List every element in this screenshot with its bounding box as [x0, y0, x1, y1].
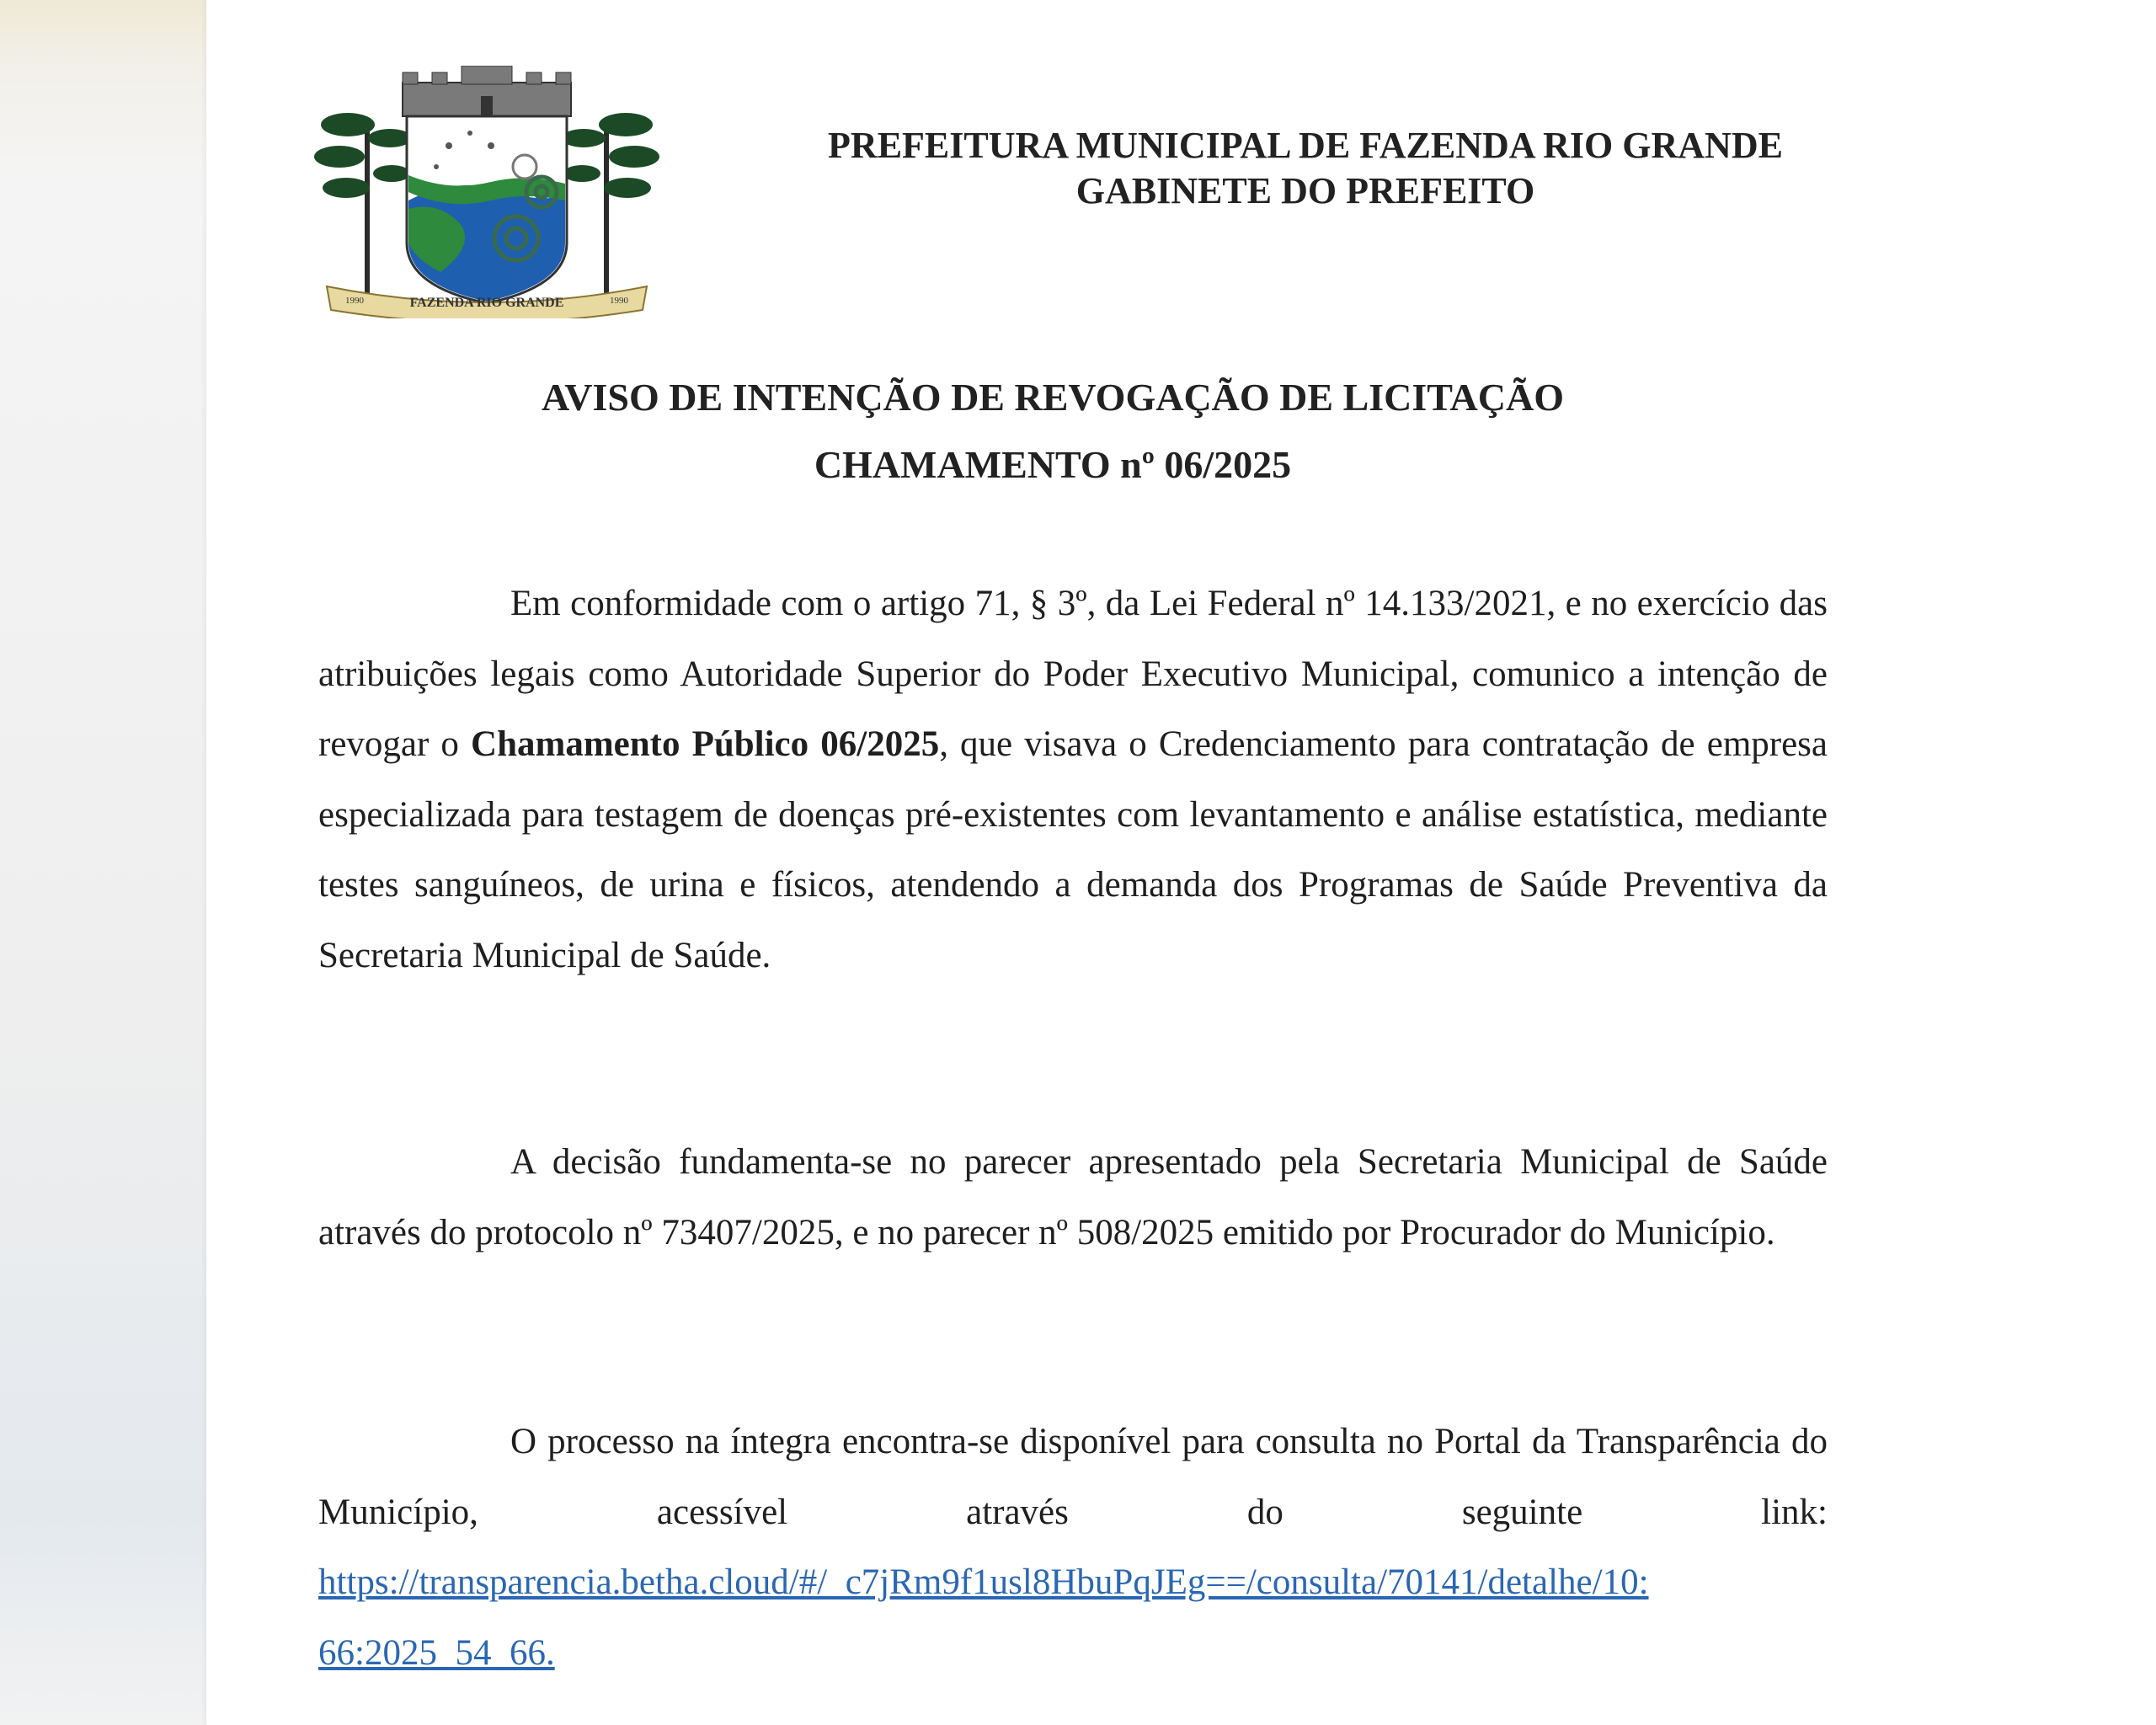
paragraph1-text-end: , que visava o Credenciamento para contratação de empresa especializada para testagem de doenças pré-existentes com levantamento e análise estatística, mediante testes sanguíneos, de urina e físicos, atendendo a demanda dos Programas de Saúde Preventiva da Secretaria Municipal de Saúde.	[318, 724, 1828, 975]
left-tree-icon	[314, 113, 412, 293]
paragraph2-text: A decisão fundamenta-se no parecer apresentado pela Secretaria Municipal de Saúde através do protocolo nº 73407/2025, e no parecer nº 508/2025 emitido por Procurador do Município.	[318, 1142, 1828, 1252]
link-line-1[interactable]: https://transparencia.betha.cloud/#/_c7jRm9f1usl8HbuPqJEg==/consulta/70141/detalhe/10:	[318, 1562, 1649, 1602]
coat-of-arms-icon	[314, 66, 659, 318]
svg-text:1990: 1990	[345, 296, 364, 306]
document-header	[724, 123, 1886, 214]
header-municipality: PREFEITURA MUNICIPAL DE FAZENDA RIO GRANDE	[828, 125, 1783, 166]
paragraph1-bold-reference: Chamamento Público 06/2025	[471, 724, 940, 764]
paragraph-legal-basis	[318, 1127, 1828, 1268]
shield-icon	[407, 116, 567, 303]
right-tree-icon	[562, 113, 659, 293]
paragraph3-text: O processo na íntegra encontra-se disponível para consulta no Portal da Transparência do Município, acessível através do seguinte link:	[318, 1422, 1828, 1532]
paragraph-revocation-notice	[318, 569, 1828, 991]
left-blurred-margin	[0, 0, 206, 1725]
svg-text:FAZENDA RIO GRANDE: FAZENDA RIO GRANDE	[409, 296, 564, 310]
svg-text:1990: 1990	[610, 296, 628, 306]
document-title	[337, 364, 1769, 499]
header-office: GABINETE DO PREFEITO	[1075, 170, 1535, 211]
title-notice: AVISO DE INTENÇÃO DE REVOGAÇÃO DE LICITAÇÃO	[541, 376, 1564, 419]
title-call-number: CHAMAMENTO nº 06/2025	[814, 443, 1292, 486]
transparency-portal-link[interactable]	[318, 1547, 1851, 1688]
castle-crown-icon	[403, 66, 571, 116]
paragraph1-text-start: Em conformidade com o artigo 71, § 3º, da Lei Federal nº 14.133/2021, e no exercício das atribuições legais como Autoridade Superior do Poder Executivo Municipal, comunico a intenção de revogar o	[318, 584, 1828, 764]
link-line-2[interactable]: 66:2025_54_66.	[318, 1632, 555, 1673]
paragraph-transparency-portal	[318, 1407, 1828, 1547]
